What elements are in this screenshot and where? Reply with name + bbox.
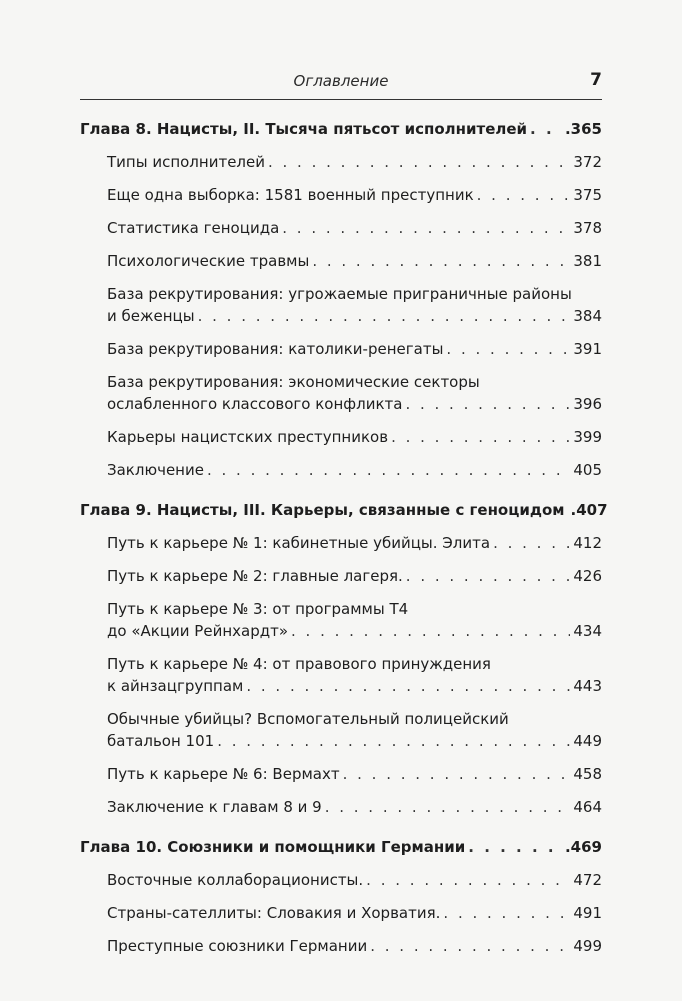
section-row bbox=[107, 305, 602, 327]
section-title-line: к айнзацгруппам bbox=[107, 677, 244, 695]
section-title-line: до «Акции Рейнхардт» bbox=[107, 622, 288, 640]
section-row bbox=[107, 763, 602, 785]
section-entry bbox=[107, 532, 602, 554]
section-page-number: 391 bbox=[573, 340, 602, 358]
section-row bbox=[107, 796, 602, 818]
section-title-line: Преступные союзники Германии bbox=[107, 937, 368, 955]
dot-leader bbox=[325, 796, 571, 818]
section-title-line: Путь к карьере № 3: от программы Т4 bbox=[107, 600, 409, 618]
chapter-title: Глава 9. Нацисты, III. Карьеры, связанные с геноцидом bbox=[80, 501, 565, 519]
section-row bbox=[107, 459, 602, 481]
section-page-number: 405 bbox=[573, 461, 602, 479]
dot-leader bbox=[268, 151, 570, 173]
dot-leader bbox=[468, 836, 562, 858]
section-page-number: 443 bbox=[573, 677, 602, 695]
section-entry bbox=[107, 426, 602, 448]
section-title-line: Восточные коллаборационисты. bbox=[107, 871, 364, 889]
dot-leader bbox=[198, 305, 571, 327]
section-entry bbox=[107, 598, 602, 642]
section-page-number: 449 bbox=[573, 732, 602, 750]
section-entry bbox=[107, 250, 602, 272]
dot-leader bbox=[217, 730, 570, 752]
section-title-line: Статистика геноцида bbox=[107, 219, 280, 237]
section-row bbox=[107, 869, 602, 891]
chapter-page-number: .365 bbox=[564, 120, 602, 138]
dot-leader bbox=[207, 459, 570, 481]
chapter-row bbox=[80, 499, 608, 521]
dot-leader bbox=[291, 620, 570, 642]
section-row bbox=[107, 675, 602, 697]
section-entry bbox=[107, 935, 602, 957]
chapter-title: Глава 8. Нацисты, II. Тысяча пятьсот исполнителей bbox=[80, 120, 528, 138]
chapter-row bbox=[80, 836, 602, 858]
section-page-number: 491 bbox=[573, 904, 602, 922]
dot-leader bbox=[406, 565, 571, 587]
section-page-number: 472 bbox=[573, 871, 602, 889]
section-row bbox=[107, 935, 602, 957]
chapter-title: Глава 10. Союзники и помощники Германии bbox=[80, 838, 466, 856]
section-entry bbox=[107, 371, 602, 415]
section-title-line: Путь к карьере № 1: кабинетные убийцы. Элита bbox=[107, 534, 491, 552]
section-row bbox=[107, 338, 602, 360]
section-title-line: Типы исполнителей bbox=[107, 153, 265, 171]
header-rule bbox=[80, 99, 602, 100]
section-page-number: 378 bbox=[573, 219, 602, 237]
section-title-line: Психологические травмы bbox=[107, 252, 310, 270]
section-title-line: Путь к карьере № 2: главные лагеря. bbox=[107, 567, 403, 585]
section-row bbox=[107, 620, 602, 642]
section-page-number: 499 bbox=[573, 937, 602, 955]
section-title-line: батальон 101 bbox=[107, 732, 215, 750]
running-head bbox=[80, 72, 602, 94]
section-page-number: 464 bbox=[573, 798, 602, 816]
section-page-number: 426 bbox=[573, 567, 602, 585]
dot-leader bbox=[477, 184, 571, 206]
page-number: 7 bbox=[590, 70, 602, 90]
section-page-number: 396 bbox=[573, 395, 602, 413]
section-title-line: Еще одна выборка: 1581 военный преступник bbox=[107, 186, 474, 204]
section-title-line: Заключение к главам 8 и 9 bbox=[107, 798, 322, 816]
section-entry bbox=[107, 459, 602, 481]
table-of-contents bbox=[80, 118, 608, 957]
section-entry bbox=[107, 151, 602, 173]
section-title-line: Карьеры нацистских преступников bbox=[107, 428, 389, 446]
section-title-line: База рекрутирования: католики-ренегаты bbox=[107, 340, 444, 358]
section-title-line: База рекрутирования: угрожаемые приграничные районы bbox=[107, 285, 572, 303]
section-entry bbox=[107, 796, 602, 818]
section-entry bbox=[107, 653, 602, 697]
section-title-line: ослабленного классового конфликта bbox=[107, 395, 403, 413]
chapter-entry bbox=[80, 836, 602, 858]
running-title: Оглавление bbox=[293, 72, 389, 90]
section-row bbox=[107, 730, 602, 752]
section-entry bbox=[107, 565, 602, 587]
chapter-entry bbox=[80, 499, 608, 521]
dot-leader bbox=[370, 935, 570, 957]
section-title-line: Путь к карьере № 6: Вермахт bbox=[107, 765, 340, 783]
chapter-page-number: .469 bbox=[564, 838, 602, 856]
section-title-line: Страны-сателлиты: Словакия и Хорватия. bbox=[107, 904, 441, 922]
section-title-line: Путь к карьере № 4: от правового принуждения bbox=[107, 655, 491, 673]
section-page-number: 399 bbox=[573, 428, 602, 446]
section-row bbox=[107, 184, 602, 206]
section-page-number: 458 bbox=[573, 765, 602, 783]
section-entry bbox=[107, 708, 602, 752]
dot-leader bbox=[443, 902, 570, 924]
dot-leader bbox=[282, 217, 570, 239]
section-title-line: База рекрутирования: экономические секторы bbox=[107, 373, 480, 391]
section-row bbox=[107, 250, 602, 272]
section-entry bbox=[107, 763, 602, 785]
dot-leader bbox=[446, 338, 570, 360]
section-row bbox=[107, 151, 602, 173]
section-page-number: 375 bbox=[573, 186, 602, 204]
section-row bbox=[107, 902, 602, 924]
section-title-line: Заключение bbox=[107, 461, 204, 479]
section-entry bbox=[107, 283, 602, 327]
section-page-number: 381 bbox=[573, 252, 602, 270]
dot-leader bbox=[366, 869, 570, 891]
section-page-number: 434 bbox=[573, 622, 602, 640]
section-row bbox=[107, 393, 602, 415]
dot-leader bbox=[530, 118, 562, 140]
chapter-page-number: .407 bbox=[570, 501, 608, 519]
dot-leader bbox=[312, 250, 570, 272]
dot-leader bbox=[391, 426, 570, 448]
section-title-line: Обычные убийцы? Вспомогательный полицейский bbox=[107, 710, 509, 728]
section-entry bbox=[107, 869, 602, 891]
dot-leader bbox=[493, 532, 570, 554]
section-row bbox=[107, 532, 602, 554]
section-entry bbox=[107, 902, 602, 924]
section-row bbox=[107, 565, 602, 587]
dot-leader bbox=[343, 763, 571, 785]
chapter-entry bbox=[80, 118, 602, 140]
section-title-line: и беженцы bbox=[107, 307, 195, 325]
dot-leader bbox=[405, 393, 570, 415]
section-page-number: 384 bbox=[573, 307, 602, 325]
section-entry bbox=[107, 184, 602, 206]
chapter-row bbox=[80, 118, 602, 140]
section-entry bbox=[107, 338, 602, 360]
section-entry bbox=[107, 217, 602, 239]
section-row bbox=[107, 217, 602, 239]
section-page-number: 372 bbox=[573, 153, 602, 171]
section-row bbox=[107, 426, 602, 448]
section-page-number: 412 bbox=[573, 534, 602, 552]
dot-leader bbox=[246, 675, 570, 697]
